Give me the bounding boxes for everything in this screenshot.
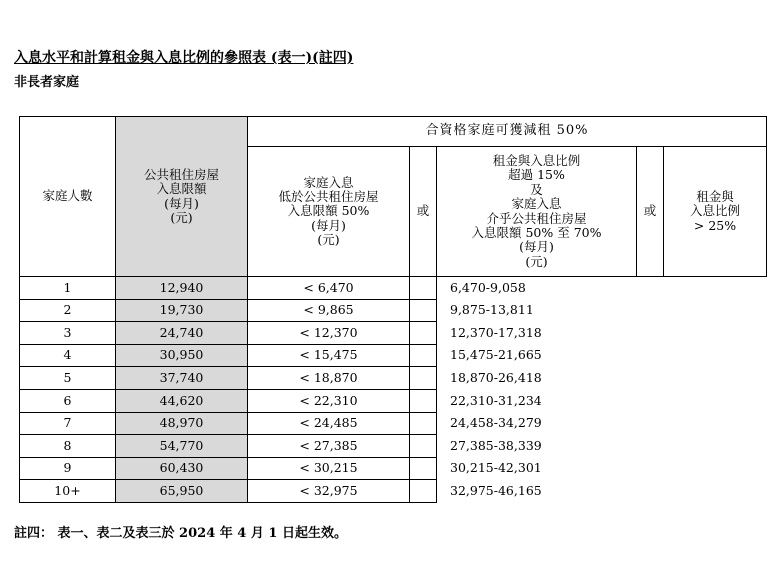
range-separator: - <box>493 415 498 431</box>
range-to: 42,301 <box>497 460 542 476</box>
range-separator: - <box>493 392 498 408</box>
range-separator: - <box>485 279 491 295</box>
household-size-cell: 6 <box>20 389 116 412</box>
range-separator: - <box>493 460 498 476</box>
range-from: 6,470 <box>450 279 486 295</box>
table-row <box>20 367 767 390</box>
table-row <box>20 457 767 480</box>
household-size-cell: 5 <box>20 367 116 390</box>
income-range-cell <box>410 344 542 367</box>
range-separator: - <box>493 482 498 498</box>
document-subtitle: 非長者家庭 <box>14 75 80 90</box>
household-size-cell: 2 <box>20 299 116 322</box>
header-household-size: 家庭人數 <box>20 117 116 277</box>
below-50-cell: < 12,370 <box>248 322 410 345</box>
income-limit-cell: 37,740 <box>116 367 248 390</box>
income-range-cell <box>410 412 542 435</box>
income-limit-cell: 44,620 <box>116 389 248 412</box>
header-rent-income-ratio: 租金與入息比例 超過 15% 及 家庭入息 介乎公共租住房屋 入息限額 50% 至 70% (每月) (元) <box>437 147 637 277</box>
income-range-cell <box>410 457 542 480</box>
table-row <box>20 435 767 458</box>
below-50-cell: < 15,475 <box>248 344 410 367</box>
range-to: 17,318 <box>497 324 542 340</box>
range-separator: - <box>493 347 498 363</box>
income-range-cell <box>410 480 542 503</box>
table-row <box>20 277 767 300</box>
below-50-cell: < 24,485 <box>248 412 410 435</box>
range-to: 46,165 <box>497 482 542 498</box>
household-size-cell: 8 <box>20 435 116 458</box>
header-eligible-group: 合資格家庭可獲減租 50% <box>248 117 767 147</box>
range-from: 12,370 <box>450 324 494 340</box>
header-income-below-50: 家庭入息 低於公共租住房屋 入息限額 50% (每月) (元) <box>248 147 410 277</box>
below-50-cell: < 22,310 <box>248 389 410 412</box>
table-row <box>20 322 767 345</box>
household-size-cell: 1 <box>20 277 116 300</box>
household-size-cell: 10+ <box>20 480 116 503</box>
below-50-cell: < 9,865 <box>248 299 410 322</box>
income-limit-cell: 65,950 <box>116 480 248 503</box>
income-range-cell <box>410 367 542 390</box>
income-limit-cell: 54,770 <box>116 435 248 458</box>
range-to: 9,058 <box>490 279 526 295</box>
range-to: 31,234 <box>497 392 542 408</box>
below-50-cell: < 18,870 <box>248 367 410 390</box>
range-to: 13,811 <box>490 302 534 318</box>
income-range-cell <box>410 277 526 300</box>
below-50-cell: < 30,215 <box>248 457 410 480</box>
range-from: 27,385 <box>450 437 494 453</box>
range-from: 30,215 <box>450 460 494 476</box>
range-separator: - <box>493 324 498 340</box>
or-label-1: 或 <box>410 147 437 277</box>
or-label-2: 或 <box>637 147 664 277</box>
household-size-cell: 4 <box>20 344 116 367</box>
reference-table <box>19 116 767 503</box>
income-range-cell <box>410 435 542 458</box>
range-to: 38,339 <box>497 437 542 453</box>
income-range-cell <box>410 299 534 322</box>
range-from: 9,875 <box>450 302 486 318</box>
range-to: 34,279 <box>497 415 542 431</box>
document-title: 入息水平和計算租金與入息比例的參照表 (表一)(註四) <box>14 50 354 66</box>
income-limit-cell: 19,730 <box>116 299 248 322</box>
header-income-limit: 公共租住房屋 入息限額 (每月) (元) <box>116 117 248 277</box>
range-from: 18,870 <box>450 369 494 385</box>
range-separator: - <box>485 302 491 318</box>
below-50-cell: < 6,470 <box>248 277 410 300</box>
income-range-cell <box>410 389 542 412</box>
table-row <box>20 412 767 435</box>
below-50-cell: < 32,975 <box>248 480 410 503</box>
range-separator: - <box>493 369 498 385</box>
range-separator: - <box>493 437 498 453</box>
range-from: 22,310 <box>450 392 494 408</box>
table-row <box>20 389 767 412</box>
household-size-cell: 9 <box>20 457 116 480</box>
range-to: 26,418 <box>497 369 542 385</box>
income-range-cell <box>410 322 542 345</box>
table-row <box>20 299 767 322</box>
income-limit-cell: 24,740 <box>116 322 248 345</box>
rent-ratio-over-25: 租金與 入息比例 > 25% <box>664 147 767 277</box>
range-from: 15,475 <box>450 347 494 363</box>
below-50-cell: < 27,385 <box>248 435 410 458</box>
income-limit-cell: 30,950 <box>116 344 248 367</box>
income-limit-cell: 48,970 <box>116 412 248 435</box>
income-limit-cell: 12,940 <box>116 277 248 300</box>
range-from: 24,458 <box>450 415 494 431</box>
income-limit-cell: 60,430 <box>116 457 248 480</box>
range-from: 32,975 <box>450 482 494 498</box>
footnote: 註四： 表一、表二及表三於 2024 年 4 月 1 日起生效。 <box>14 526 347 541</box>
table-row <box>20 344 767 367</box>
household-size-cell: 3 <box>20 322 116 345</box>
range-to: 21,665 <box>497 347 542 363</box>
table-row <box>20 480 767 503</box>
household-size-cell: 7 <box>20 412 116 435</box>
